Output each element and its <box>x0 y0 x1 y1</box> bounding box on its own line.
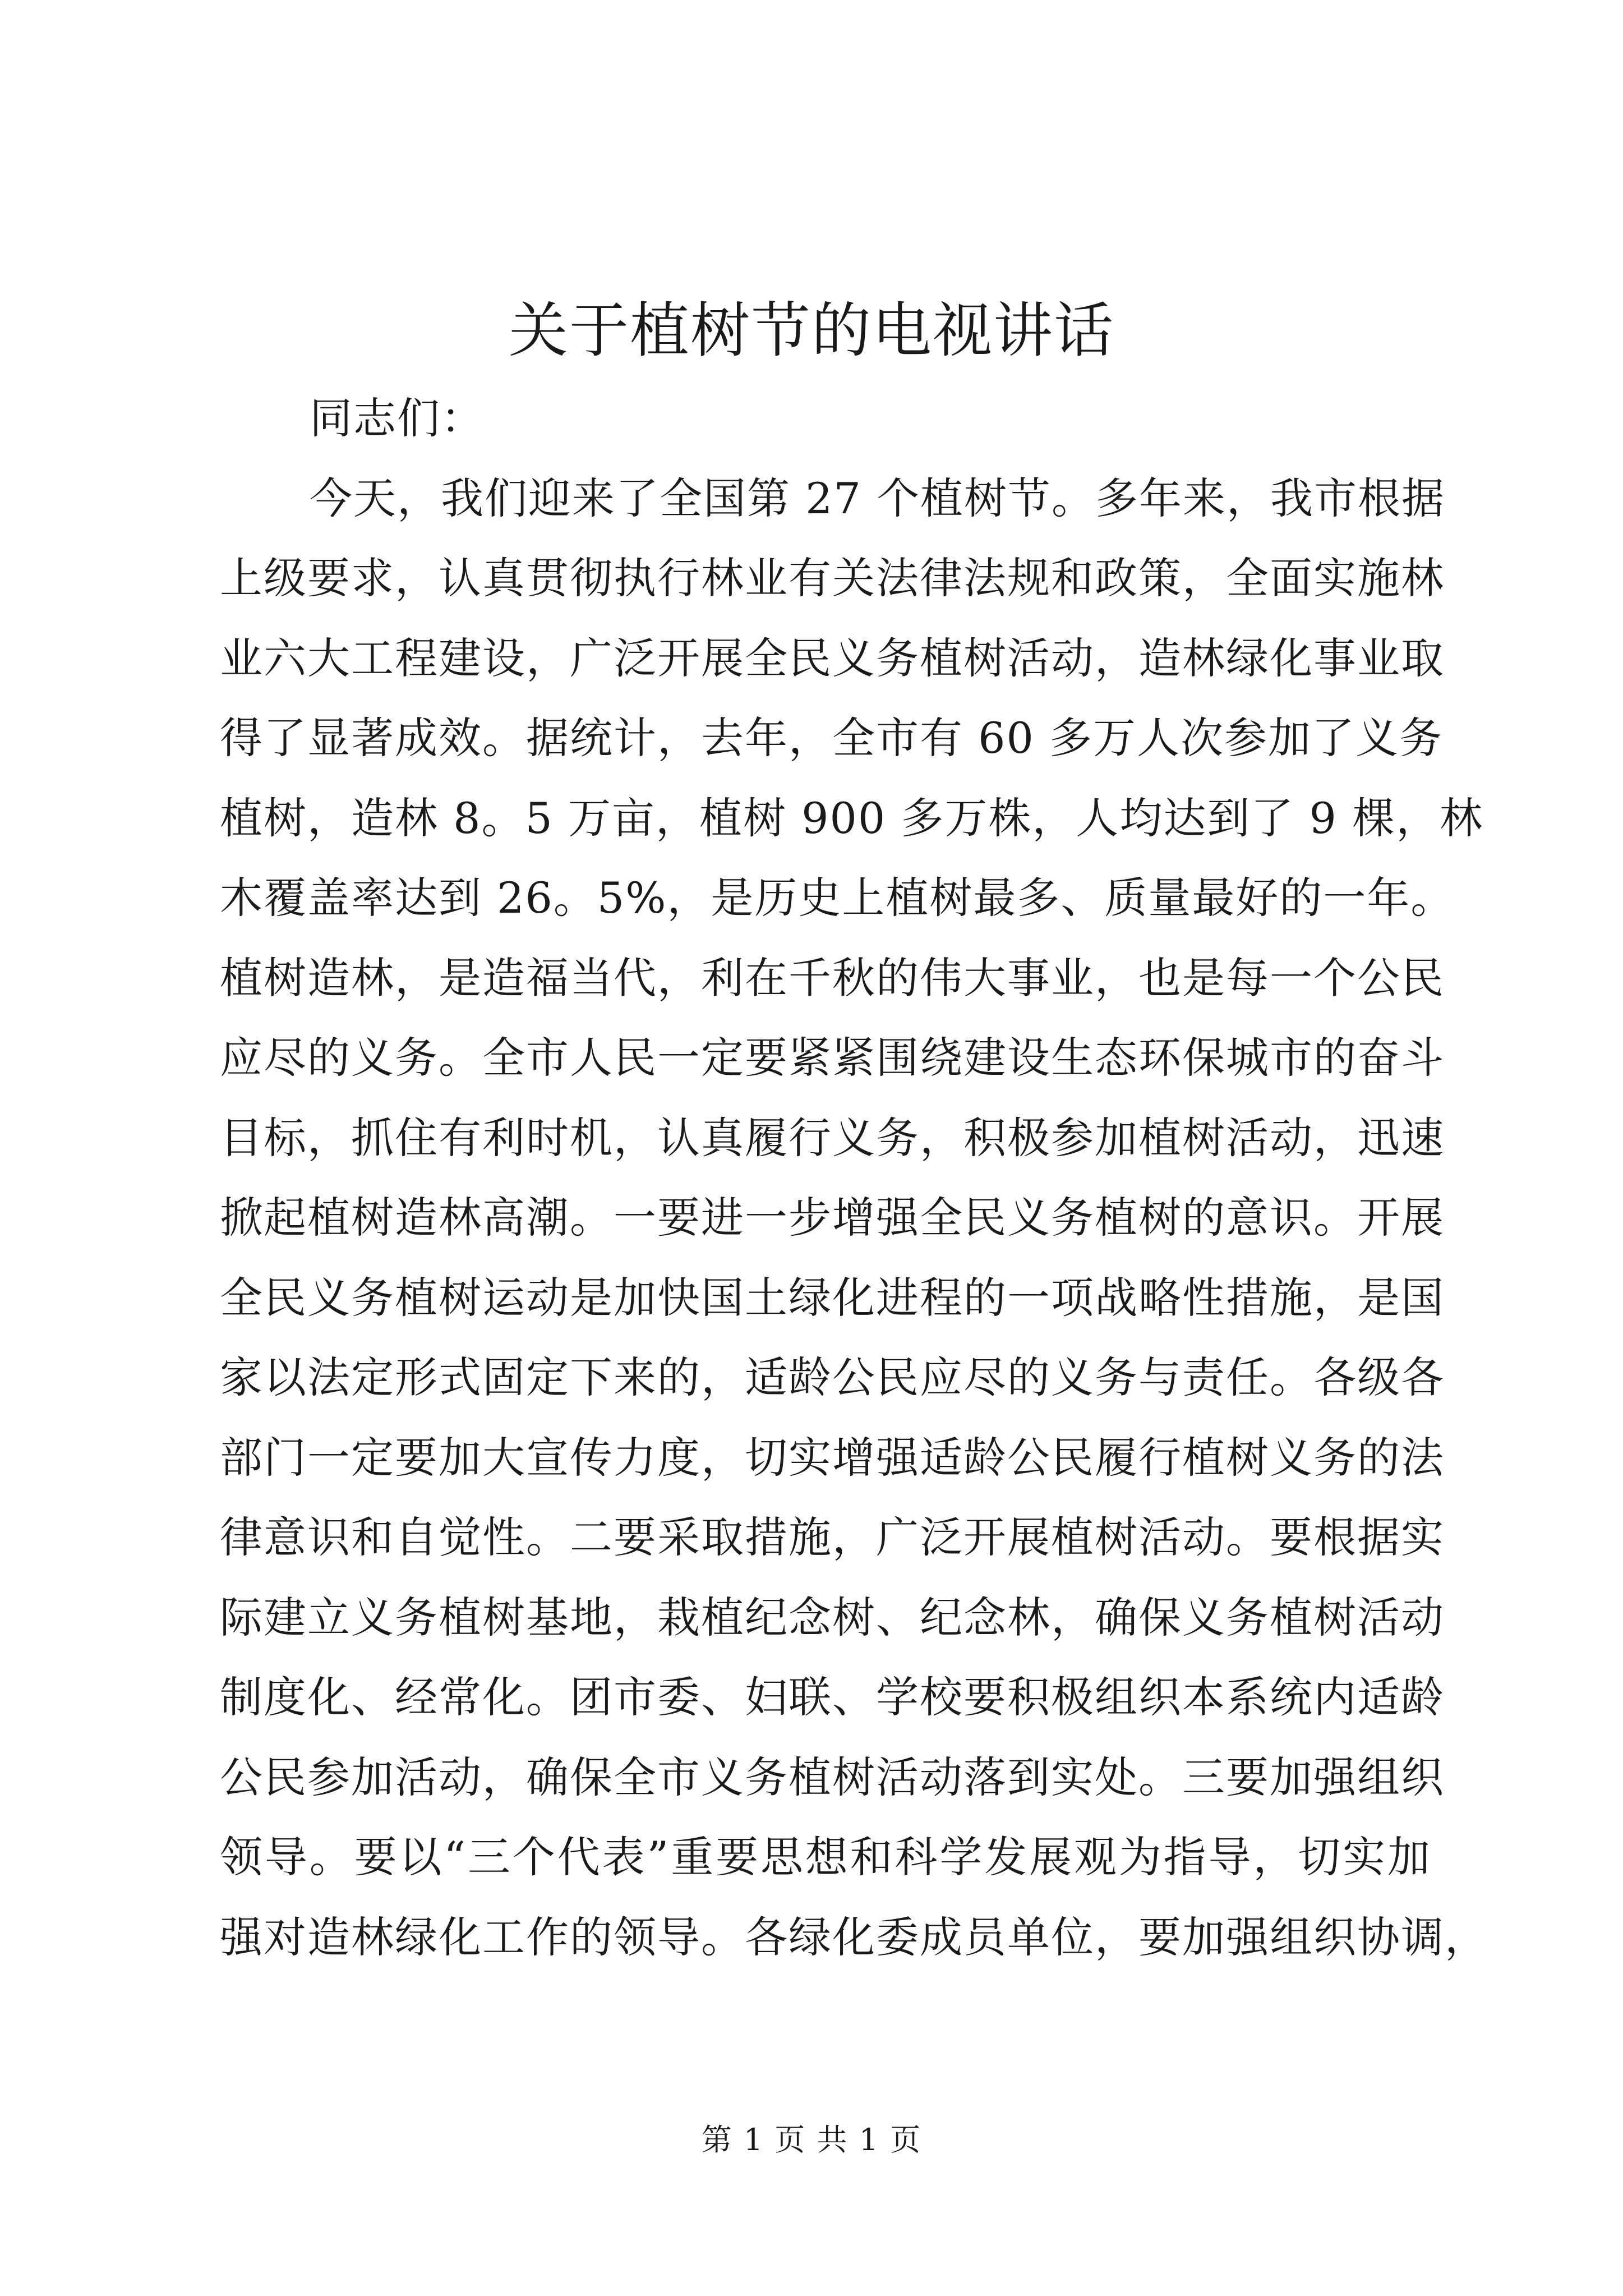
salutation-line: 同志们： <box>310 393 485 443</box>
paragraph-line: 植树，造林 8。5 万亩，植树 900 多万株，人均达到了 9 棵，林 <box>220 793 1484 843</box>
paragraph-line: 制度化、经常化。团市委、妇联、学校要积极组织本系统内适龄 <box>220 1672 1445 1722</box>
paragraph-line: 部门一定要加大宣传力度，切实增强适龄公民履行植树义务的法 <box>220 1432 1445 1483</box>
paragraph-line: 今天，我们迎来了全国第 27 个植树节。多年来，我市根据 <box>310 473 1446 523</box>
paragraph-line: 领导。要以“三个代表”重要思想和科学发展观为指导，切实加 <box>220 1832 1431 1882</box>
paragraph-line: 掀起植树造林高潮。一要进一步增强全民义务植树的意识。开展 <box>220 1193 1445 1243</box>
paragraph-line: 目标，抓住有利时机，认真履行义务，积极参加植树活动，迅速 <box>220 1112 1445 1163</box>
paragraph-line: 强对造林绿化工作的领导。各绿化委成员单位，要加强组织协调， <box>220 1912 1488 1962</box>
paragraph-line: 际建立义务植树基地，栽植纪念树、纪念林，确保义务植树活动 <box>220 1592 1445 1642</box>
document-body <box>220 379 1488 1977</box>
paragraph-line: 全民义务植树运动是加快国土绿化进程的一项战略性措施，是国 <box>220 1272 1445 1323</box>
document-title: 关于植树节的电视讲话 <box>509 296 1114 365</box>
paragraph-line: 业六大工程建设，广泛开展全民义务植树活动，造林绿化事业取 <box>220 633 1445 683</box>
paragraph-line: 上级要求，认真贯彻执行林业有关法律法规和政策，全面实施林 <box>220 553 1445 603</box>
paragraph-line: 家以法定形式固定下来的，适龄公民应尽的义务与责任。各级各 <box>220 1352 1445 1402</box>
paragraph-line: 得了显著成效。据统计，去年，全市有 60 多万人次参加了义务 <box>220 713 1444 763</box>
paragraph-line: 公民参加活动，确保全市义务植树活动落到实处。三要加强组织 <box>220 1752 1445 1802</box>
paragraph-line: 律意识和自觉性。二要采取措施，广泛开展植树活动。要根据实 <box>220 1512 1445 1562</box>
paragraph-line: 应尽的义务。全市人民一定要紧紧围绕建设生态环保城市的奋斗 <box>220 1033 1445 1083</box>
paragraph-line: 木覆盖率达到 26。5%，是历史上植树最多、质量最好的一年。 <box>220 873 1455 923</box>
paragraph-line: 植树造林，是造福当代，利在千秋的伟大事业，也是每一个公民 <box>220 953 1445 1003</box>
page-footer: 第 1 页 共 1 页 <box>701 2122 922 2157</box>
